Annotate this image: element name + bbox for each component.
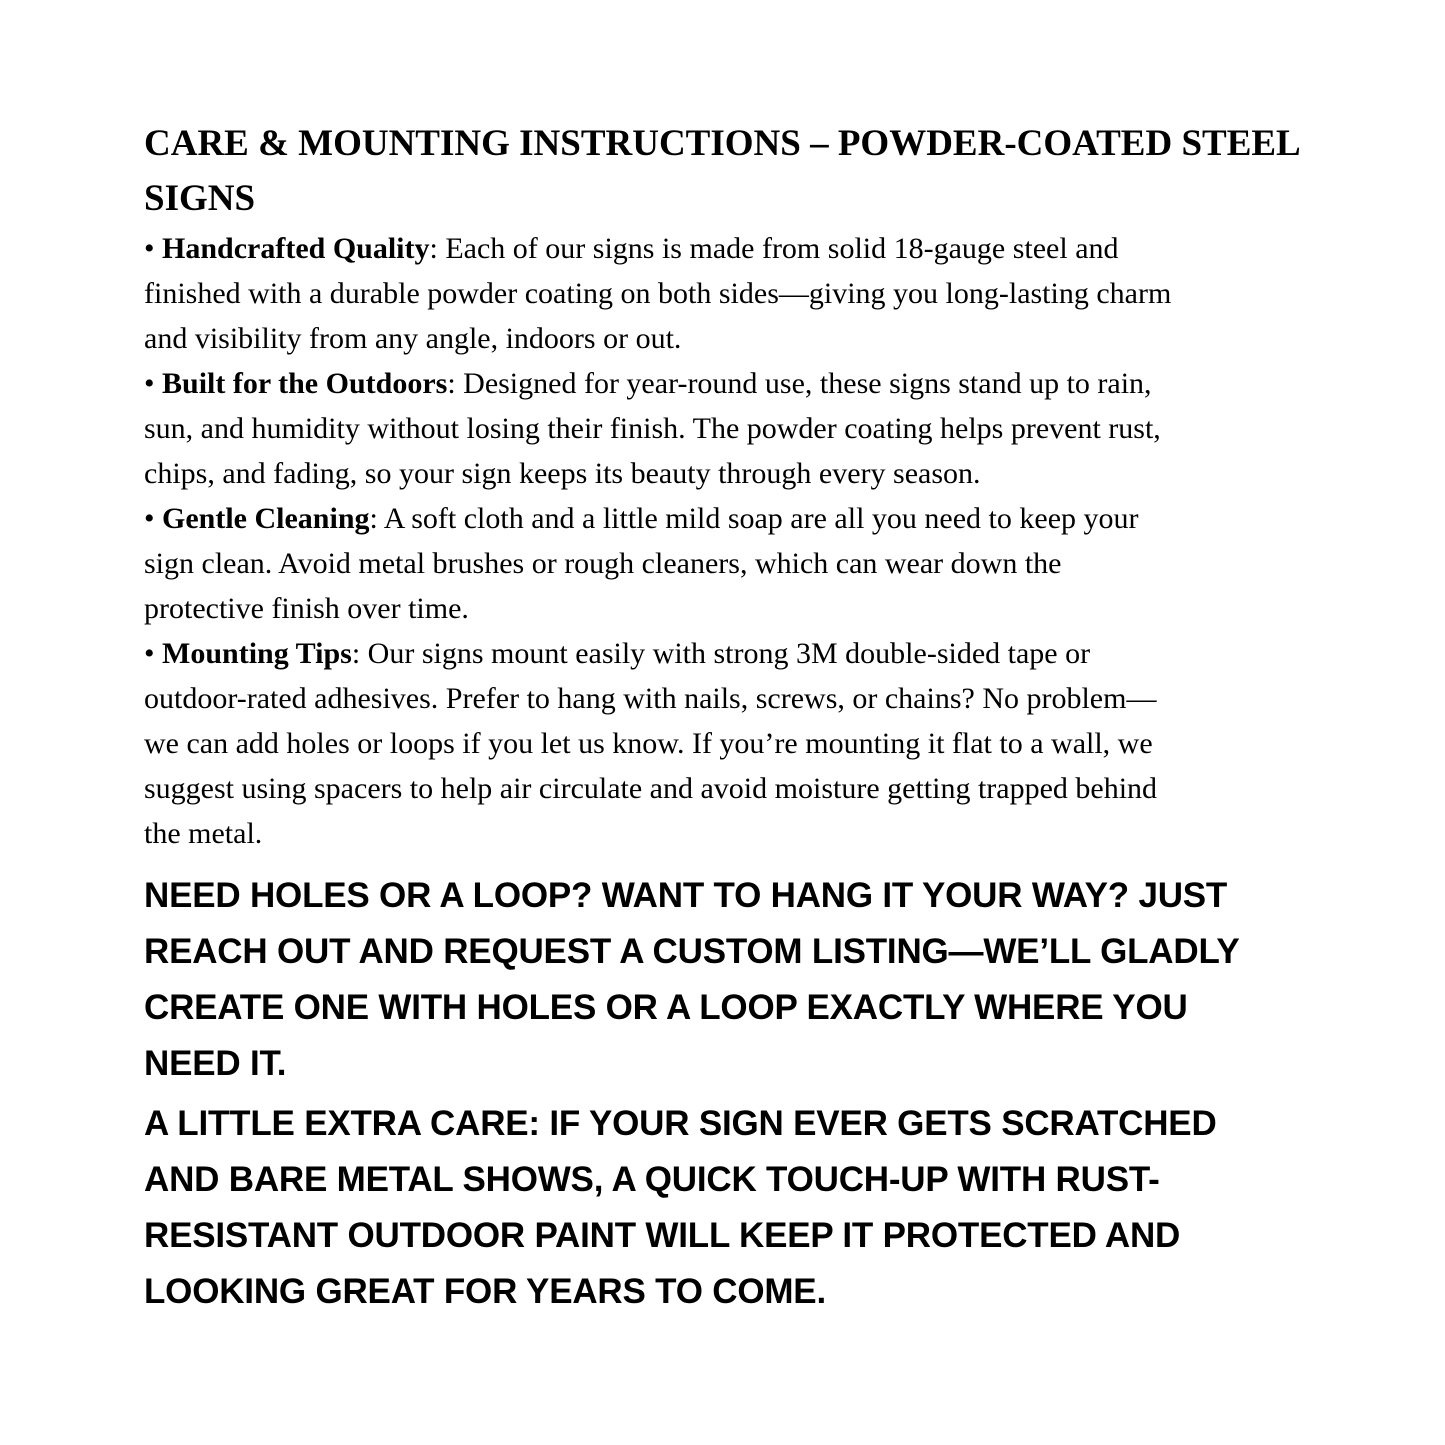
care-instruction-line	[144, 451, 1324, 496]
instruction-label: Mounting Tips	[162, 637, 352, 670]
care-instruction-line	[144, 316, 1324, 361]
instruction-text: chips, and fading, so your sign keeps its beauty through every season.	[144, 457, 981, 490]
care-instruction-line	[144, 631, 1324, 676]
instruction-text: : Designed for year-round use, these signs stand up to rain,	[447, 367, 1152, 400]
instruction-text: the metal.	[144, 817, 263, 850]
instruction-text: sun, and humidity without losing their finish. The powder coating helps prevent rust,	[144, 412, 1161, 445]
care-instruction-line	[144, 271, 1324, 316]
instruction-text: we can add holes or loops if you let us know. If you’re mounting it flat to a wall, we	[144, 727, 1153, 760]
care-instruction-line	[144, 811, 1324, 856]
instruction-label: Handcrafted Quality	[162, 232, 430, 265]
extra-care-note-line: AND BARE METAL SHOWS, A QUICK TOUCH-UP WITH RUST-	[144, 1160, 1160, 1199]
custom-request-note	[144, 868, 1324, 1092]
custom-request-note-line: NEED HOLES OR A LOOP? WANT TO HANG IT YOUR WAY? JUST	[144, 876, 1228, 915]
bullet-marker: •	[144, 232, 163, 265]
custom-request-note-line: CREATE ONE WITH HOLES OR A LOOP EXACTLY WHERE YOU	[144, 988, 1188, 1027]
document-content	[144, 116, 1324, 1320]
extra-care-note-line: RESISTANT OUTDOOR PAINT WILL KEEP IT PROTECTED AND	[144, 1216, 1181, 1255]
instruction-text: : Each of our signs is made from solid 18-gauge steel and	[429, 232, 1119, 265]
custom-request-note-line: REACH OUT AND REQUEST A CUSTOM LISTING—WE’LL GLADLY	[144, 932, 1240, 971]
instruction-text: protective finish over time.	[144, 592, 469, 625]
extra-care-note-line: LOOKING GREAT FOR YEARS TO COME.	[144, 1272, 826, 1311]
document-title	[144, 116, 1324, 226]
custom-request-note-line: NEED IT.	[144, 1044, 287, 1083]
bullet-marker: •	[144, 637, 163, 670]
extra-care-note	[144, 1096, 1324, 1320]
instruction-text: sign clean. Avoid metal brushes or rough cleaners, which can wear down the	[144, 547, 1062, 580]
care-instructions-list	[144, 226, 1324, 856]
instruction-label: Built for the Outdoors	[162, 367, 448, 400]
care-instruction-line	[144, 586, 1324, 631]
instruction-text: outdoor-rated adhesives. Prefer to hang with nails, screws, or chains? No problem—	[144, 682, 1157, 715]
instruction-text: suggest using spacers to help air circulate and avoid moisture getting trapped behind	[144, 772, 1158, 805]
instruction-text: and visibility from any angle, indoors or out.	[144, 322, 682, 355]
instruction-label: Gentle Cleaning	[162, 502, 370, 535]
bullet-marker: •	[144, 502, 163, 535]
instruction-text: : A soft cloth and a little mild soap are all you need to keep your	[369, 502, 1139, 535]
care-instruction-line	[144, 361, 1324, 406]
care-instruction-line	[144, 406, 1324, 451]
care-instruction-line	[144, 766, 1324, 811]
care-instruction-line	[144, 676, 1324, 721]
document-title-line: CARE & MOUNTING INSTRUCTIONS – POWDER-COATED STEEL	[144, 123, 1301, 164]
care-instruction-line	[144, 496, 1324, 541]
extra-care-note-line: A LITTLE EXTRA CARE: IF YOUR SIGN EVER GETS SCRATCHED	[144, 1104, 1217, 1143]
care-instruction-line	[144, 721, 1324, 766]
care-instruction-line	[144, 226, 1324, 271]
bullet-marker: •	[144, 367, 163, 400]
instruction-text: : Our signs mount easily with strong 3M double-sided tape or	[351, 637, 1091, 670]
instruction-text: finished with a durable powder coating on both sides—giving you long-lasting charm	[144, 277, 1172, 310]
document-title-line: SIGNS	[144, 178, 256, 219]
care-instruction-line	[144, 541, 1324, 586]
